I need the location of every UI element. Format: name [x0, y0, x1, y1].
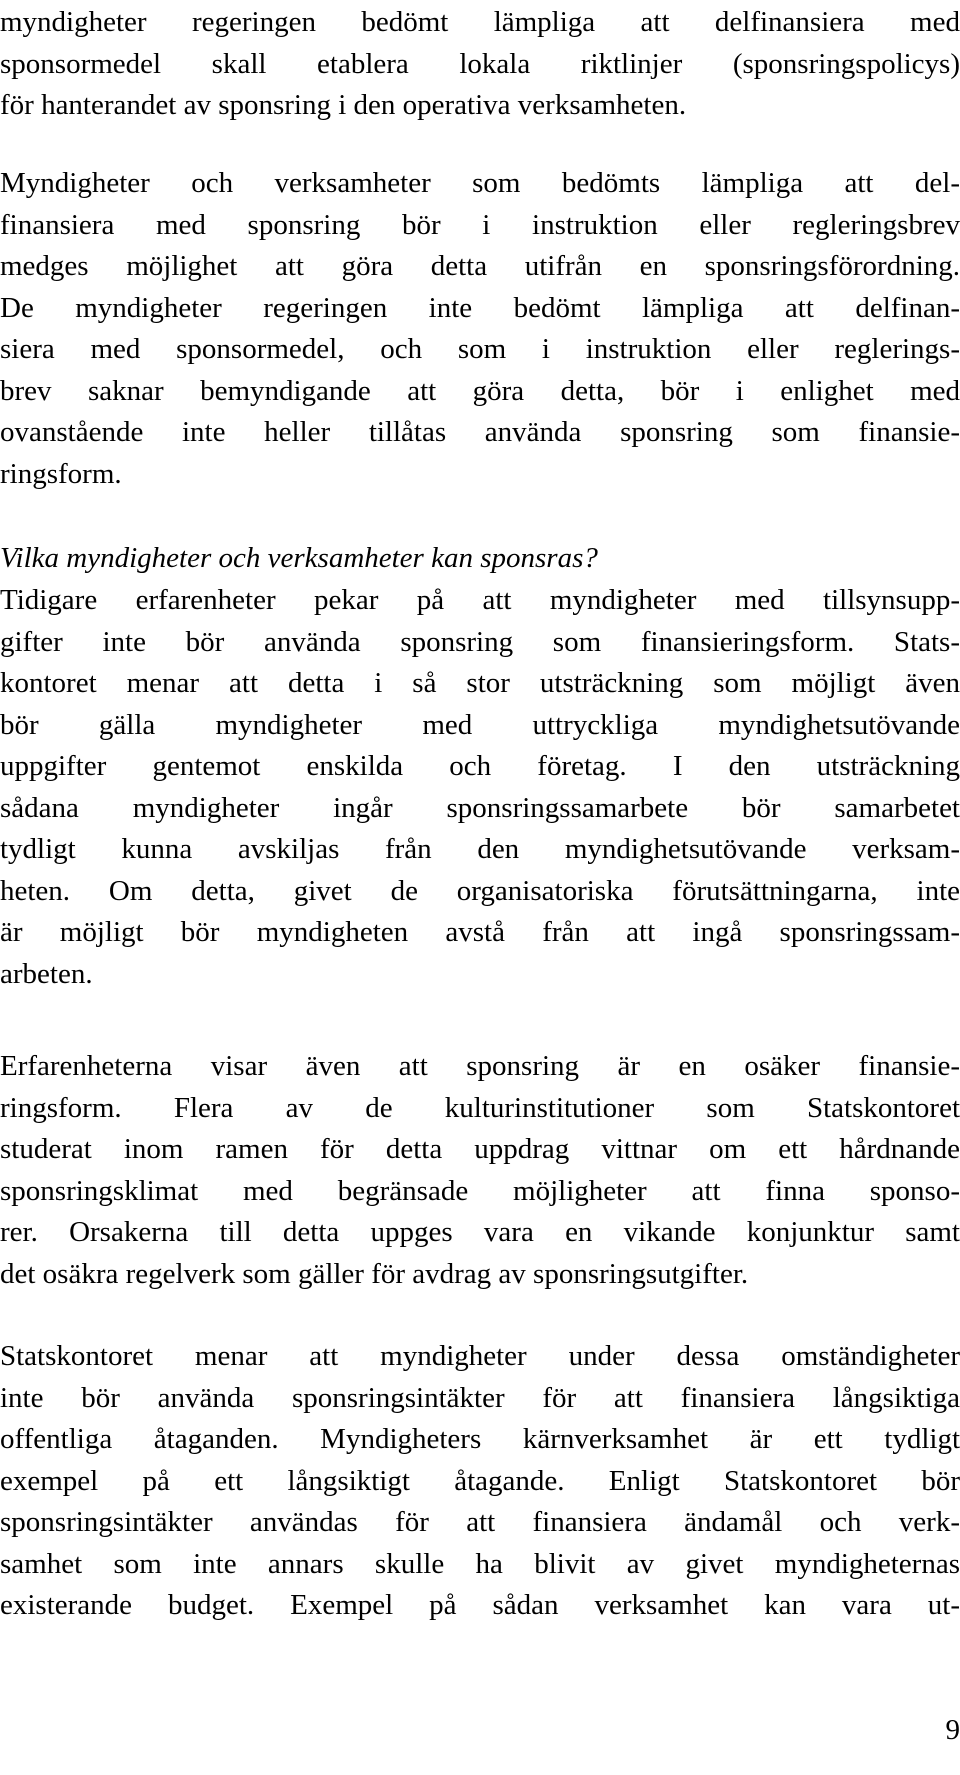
text-line: Tidigare erfarenheter pekar på att myndigheter med tillsynsupp- — [0, 584, 960, 616]
text-line: brev saknar bemyndigande att göra detta, bör i enlighet med — [0, 374, 960, 407]
section-heading — [0, 538, 960, 580]
text-line: arbeten. — [0, 957, 93, 990]
paragraph-supervisory-authorities — [0, 580, 960, 995]
paragraph-intro — [0, 2, 960, 127]
text-line: för hanterandet av sponsring i den operativa verksamheten. — [0, 89, 687, 121]
paragraph-sponsoring-regulation — [0, 163, 960, 495]
text-line: ringsform. — [0, 457, 122, 490]
text-line: det osäkra regelverk som gäller för avdrag av sponsringsutgifter. — [0, 1257, 749, 1290]
heading-text: Vilka myndigheter och verksamheter kan sponsras? — [0, 542, 598, 574]
text-line: myndigheter regeringen bedömt lämpliga att delfinansiera med — [0, 6, 960, 38]
text-line: ovanstående inte heller tillåtas använda sponsring som finansie- — [0, 416, 960, 448]
text-line: sponsringsklimat med begränsade möjligheter att finna sponso- — [0, 1174, 960, 1207]
text-line: studerat inom ramen för detta uppdrag vittnar om ett hårdnande — [0, 1133, 960, 1165]
text-line: rer. Orsakerna till detta uppges vara en vikande konjunktur samt — [0, 1216, 960, 1248]
text-line: gifter inte bör använda sponsring som finansieringsform. Stats- — [0, 625, 960, 658]
text-line: exempel på ett långsiktigt åtagande. Enligt Statskontoret bör — [0, 1464, 960, 1497]
text-line: kontoret menar att detta i så stor utsträckning som möjligt även — [0, 667, 960, 699]
text-line: De myndigheter regeringen inte bedömt lämpliga att delfinan- — [0, 291, 960, 324]
text-line: Myndigheter och verksamheter som bedömts lämpliga att del- — [0, 167, 960, 199]
text-line: finansiera med sponsring bör i instruktion eller regleringsbrev — [0, 208, 960, 241]
text-line: är möjligt bör myndigheten avstå från att ingå sponsringssam- — [0, 916, 960, 948]
text-line: heten. Om detta, givet de organisatoriska förutsättningarna, inte — [0, 874, 960, 907]
text-line: sponsormedel skall etablera lokala riktlinjer (sponsringspolicys) — [0, 47, 960, 80]
text-line: samhet som inte annars skulle ha blivit av givet myndigheternas — [0, 1547, 960, 1580]
page-number: 9 — [945, 1714, 960, 1746]
text-line: Erfarenheterna visar även att sponsring är en osäker finansie- — [0, 1050, 960, 1082]
text-line: uppgifter gentemot enskilda och företag. I den utsträckning — [0, 750, 960, 782]
text-line: inte bör använda sponsringsintäkter för att finansiera långsiktiga — [0, 1381, 960, 1414]
text-line: tydligt kunna avskiljas från den myndighetsutövande verksam- — [0, 833, 960, 865]
text-line: sponsringsintäkter användas för att finansiera ändamål och verk- — [0, 1506, 960, 1538]
text-line: siera med sponsormedel, och som i instruktion eller reglerings- — [0, 333, 960, 365]
text-line: offentliga åtaganden. Myndigheters kärnverksamhet är ett tydligt — [0, 1423, 960, 1455]
text-line: Statskontoret menar att myndigheter under dessa omständigheter — [0, 1340, 960, 1372]
text-line: ringsform. Flera av de kulturinstitutioner som Statskontoret — [0, 1091, 960, 1124]
text-line: bör gälla myndigheter med uttryckliga myndighetsutövande — [0, 708, 960, 741]
paragraph-uncertain-financing — [0, 1046, 960, 1295]
paragraph-long-term-commitments — [0, 1336, 960, 1627]
text-line: existerande budget. Exempel på sådan verksamhet kan vara ut- — [0, 1589, 960, 1621]
text-line: sådana myndigheter ingår sponsringssamarbete bör samarbetet — [0, 791, 960, 824]
text-line: medges möjlighet att göra detta utifrån en sponsringsförordning. — [0, 250, 960, 282]
